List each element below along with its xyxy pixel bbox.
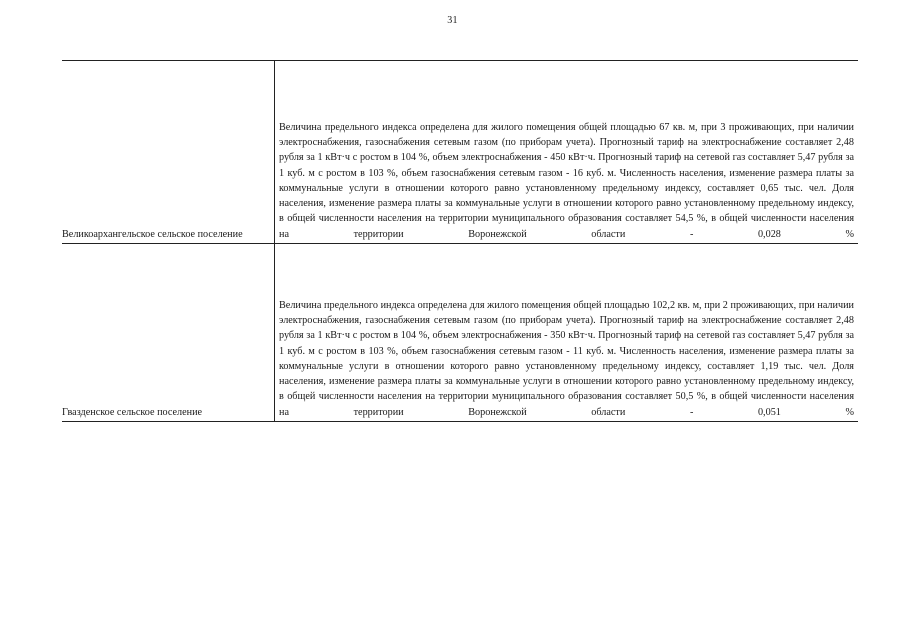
settlement-description: Величина предельного индекса определена для жилого помещения общей площадью 102,2 кв. м, при 2 проживающих, при наличии электроснабжения, газоснабжения сетевым газом (по приборам учета). Прогнозный тариф на электроснабжение составляет 2,48 рубля за 1 кВт·ч с ростом в 104 %, объем электроснабжения - 350 кВт·ч. Прогнозный тариф на сетевой газ составляет 5,47 рубля за 1 куб. м с ростом в 103 %, объем газоснабжения сетевым газом - 11 куб. м. Численность населения, изменение размера платы за коммунальные услуги в отношении которого равно установленному предельному индексу, составляет 1,19 тыс. чел. Доля населения, изменение размера платы за коммунальные услуги в отношении которого равно установленному предельному индексу, в общей численности населения на территории муниципального образования составляет 50,5 %, в общей численности населения на территории Воронежской области - 0,051 % xyxy=(279,299,854,418)
table-row xyxy=(62,244,858,422)
settlement-name-cell xyxy=(62,244,275,422)
description-cell xyxy=(275,61,859,244)
settlement-name: Гвазденское сельское поселение xyxy=(62,406,203,418)
description-cell xyxy=(275,244,859,422)
table-row xyxy=(62,61,858,244)
page-number: 31 xyxy=(447,15,458,26)
settlement-name-cell xyxy=(62,61,275,244)
settlements-table xyxy=(62,60,858,422)
settlement-description: Величина предельного индекса определена для жилого помещения общей площадью 67 кв. м, при 3 проживающих, при наличии электроснабжения, газоснабжения сетевым газом (по приборам учета). Прогнозный тариф на электроснабжение составляет 2,48 рубля за 1 кВт·ч с ростом в 104 %, объем электроснабжения - 450 кВт·ч. Прогнозный тариф на сетевой газ составляет 5,47 рубля за 1 куб. м с ростом в 103 %, объем газоснабжения сетевым газом - 16 куб. м. Численность населения, изменение размера платы за коммунальные услуги в отношении которого равно установленному предельному индексу, составляет 0,65 тыс. чел. Доля населения, изменение размера платы за коммунальные услуги в отношении которого равно установленному предельному индексу, в общей численности населения на территории муниципального образования составляет 54,5 %, в общей численности населения на территории Воронежской области - 0,028 % xyxy=(279,121,854,240)
settlement-name: Великоархангельское сельское поселение xyxy=(62,228,243,240)
